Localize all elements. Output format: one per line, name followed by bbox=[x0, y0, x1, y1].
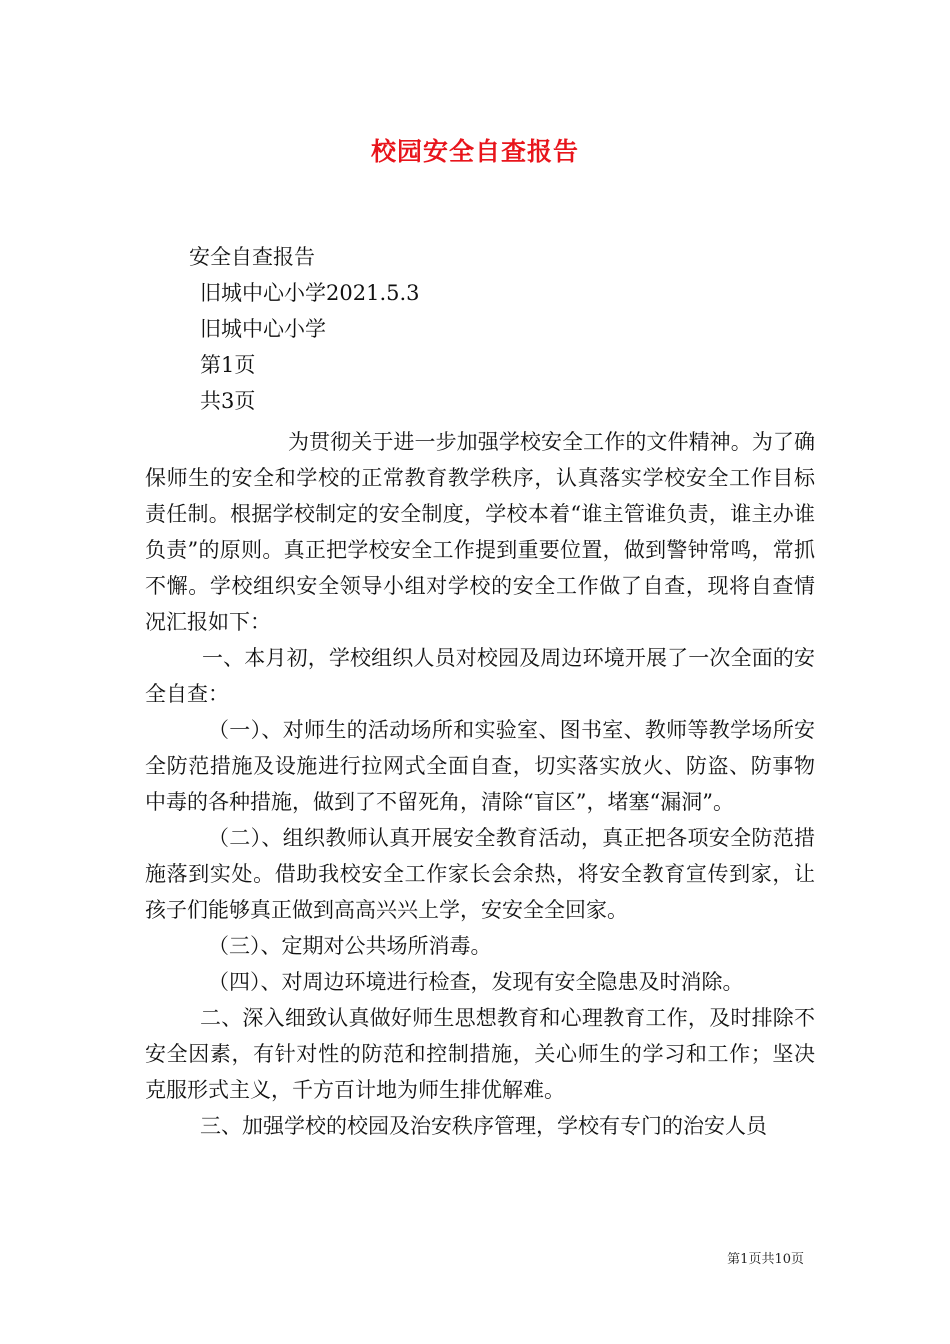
paragraph-section-3: 三、加强学校的校园及治安秩序管理，学校有专门的治安人员 bbox=[200, 1114, 767, 1138]
paragraph-section-1: 一、本月初，学校组织人员对校园及周边环境开展了一次全面的安全自查： bbox=[145, 646, 815, 706]
paragraph-intro: 为贯彻关于进一步加强学校安全工作的文件精神。为了确保师生的安全和学校的正常教育教学秩序，认真落实学校安全工作目标责任制。根据学校制定的安全制度，学校本着“谁主管谁负责，谁主办谁负责”的原则。真正把学校安全工作提到重要位置，做到警钟常鸣，常抓不懈。学校组织安全领导小组对学校的安全工作做了自查，现将自查情况汇报如下： bbox=[145, 430, 815, 634]
meta-school-name: 旧城中心小学 bbox=[200, 317, 326, 341]
paragraph-section-2: 二、深入细致认真做好师生思想教育和心理教育工作，及时排除不安全因素，有针对性的防范和控制措施，关心师生的学习和工作；坚决克服形式主义，千方百计地为师生排优解难。 bbox=[145, 1006, 815, 1102]
paragraph-item-3: （三）、定期对公共场所消毒。 bbox=[208, 934, 492, 958]
meta-report-label: 安全自查报告 bbox=[189, 245, 315, 269]
meta-school-date: 旧城中心小学2021.5.3 bbox=[200, 281, 420, 305]
page-footer: 第1页共10页 bbox=[727, 1252, 804, 1267]
paragraph-item-4: （四）、对周边环境进行检查，发现有安全隐患及时消除。 bbox=[208, 970, 744, 994]
meta-page-number: 第1页 bbox=[200, 353, 256, 377]
paragraph-item-1: （一）、对师生的活动场所和实验室、图书室、教师等教学场所安全防范措施及设施进行拉网式全面自查，切实落实放火、防盗、防事物中毒的各种措施，做到了不留死角，清除“盲区”，堵塞“漏洞”。 bbox=[145, 718, 815, 814]
meta-page-total: 共3页 bbox=[200, 389, 256, 413]
paragraph-item-2: （二）、组织教师认真开展安全教育活动，真正把各项安全防范措施落到实处。借助我校安全工作家长会余热，将安全教育宣传到家，让孩子们能够真正做到高高兴兴上学，安安全全回家。 bbox=[145, 826, 815, 922]
body-text bbox=[145, 424, 815, 1144]
page-title: 校园安全自查报告 bbox=[370, 137, 579, 166]
